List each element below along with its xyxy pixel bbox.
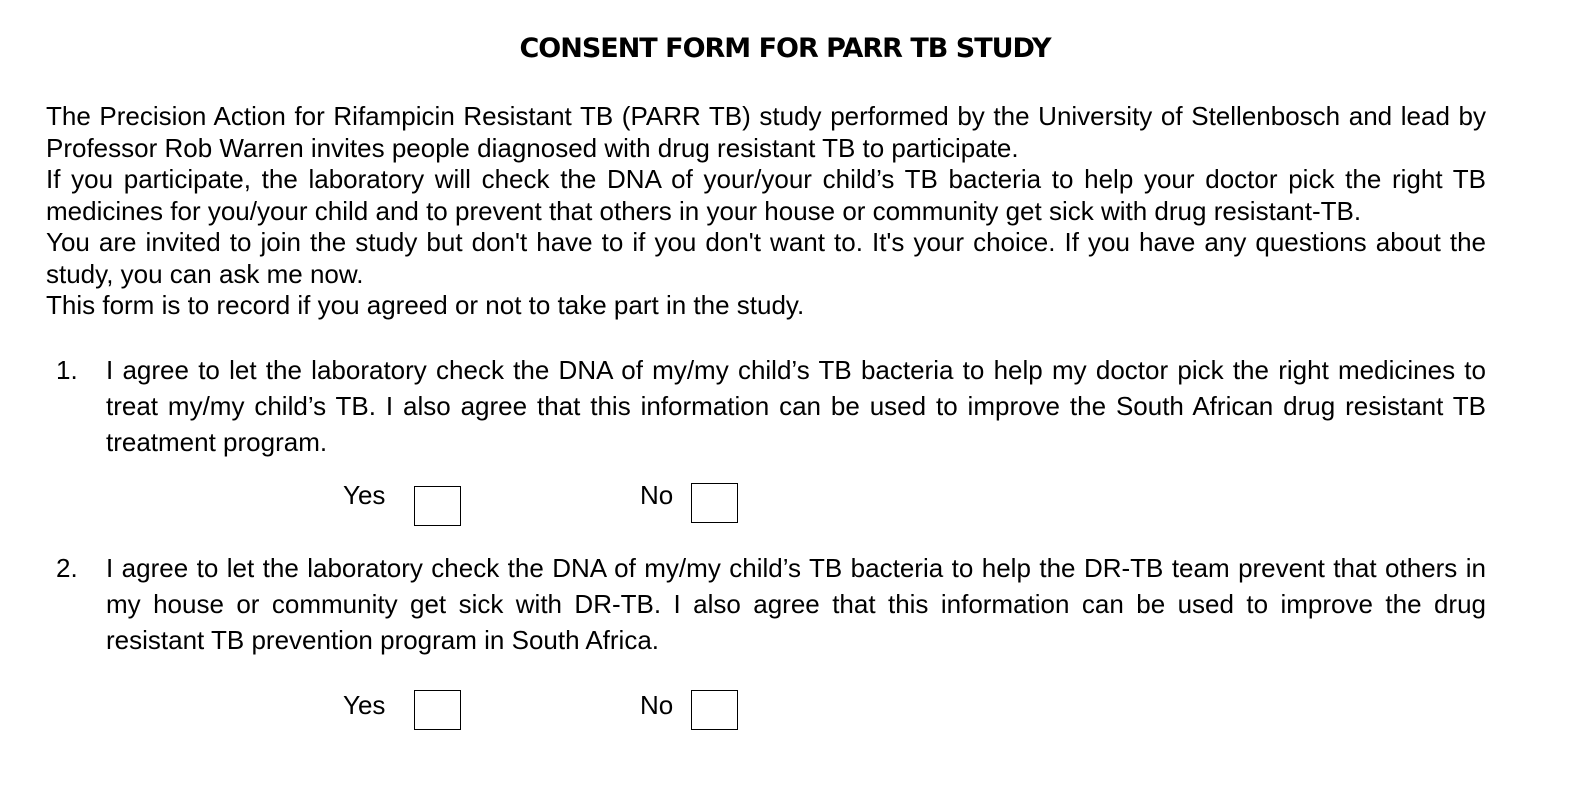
form-title: CONSENT FORM FOR PARR TB STUDY: [519, 33, 1051, 64]
yes-checkbox[interactable]: [414, 486, 461, 526]
intro-paragraph: The Precision Action for Rifampicin Resistant TB (PARR TB) study performed by the University of Stellenbosch and lead by Professor Rob Warren invites people diagnosed with drug resistant TB to participate.: [46, 101, 1486, 163]
yes-label: Yes: [343, 480, 386, 510]
no-checkbox[interactable]: [691, 690, 738, 730]
question-text: I agree to let the laboratory check the DNA of my/my child’s TB bacteria to help the DR-TB team prevent that others in my house or community get sick with DR-TB. I also agree that this information can be used to improve the drug resistant TB prevention program in South Africa.: [106, 553, 1486, 655]
question-number: 1.: [56, 355, 78, 385]
no-label: No: [640, 690, 674, 720]
intro-paragraph: This form is to record if you agreed or not to take part in the study.: [46, 290, 805, 320]
no-checkbox[interactable]: [691, 483, 738, 523]
yes-label: Yes: [343, 690, 386, 720]
intro-paragraph: You are invited to join the study but don't have to if you don't want to. It's your choice. If you have any questions about the study, you can ask me now.: [46, 227, 1486, 289]
question-number: 2.: [56, 553, 78, 583]
intro-paragraph: If you participate, the laboratory will check the DNA of your/your child’s TB bacteria to help your doctor pick the right TB medicines for you/your child and to prevent that others in your house or community get sick with drug resistant-TB.: [46, 164, 1486, 226]
question-text: I agree to let the laboratory check the DNA of my/my child’s TB bacteria to help my doctor pick the right medicines to treat my/my child’s TB. I also agree that this information can be used to improve the South African drug resistant TB treatment program.: [106, 355, 1486, 457]
intro-section: [46, 101, 1486, 322]
no-label: No: [640, 480, 674, 510]
yes-checkbox[interactable]: [414, 690, 461, 730]
